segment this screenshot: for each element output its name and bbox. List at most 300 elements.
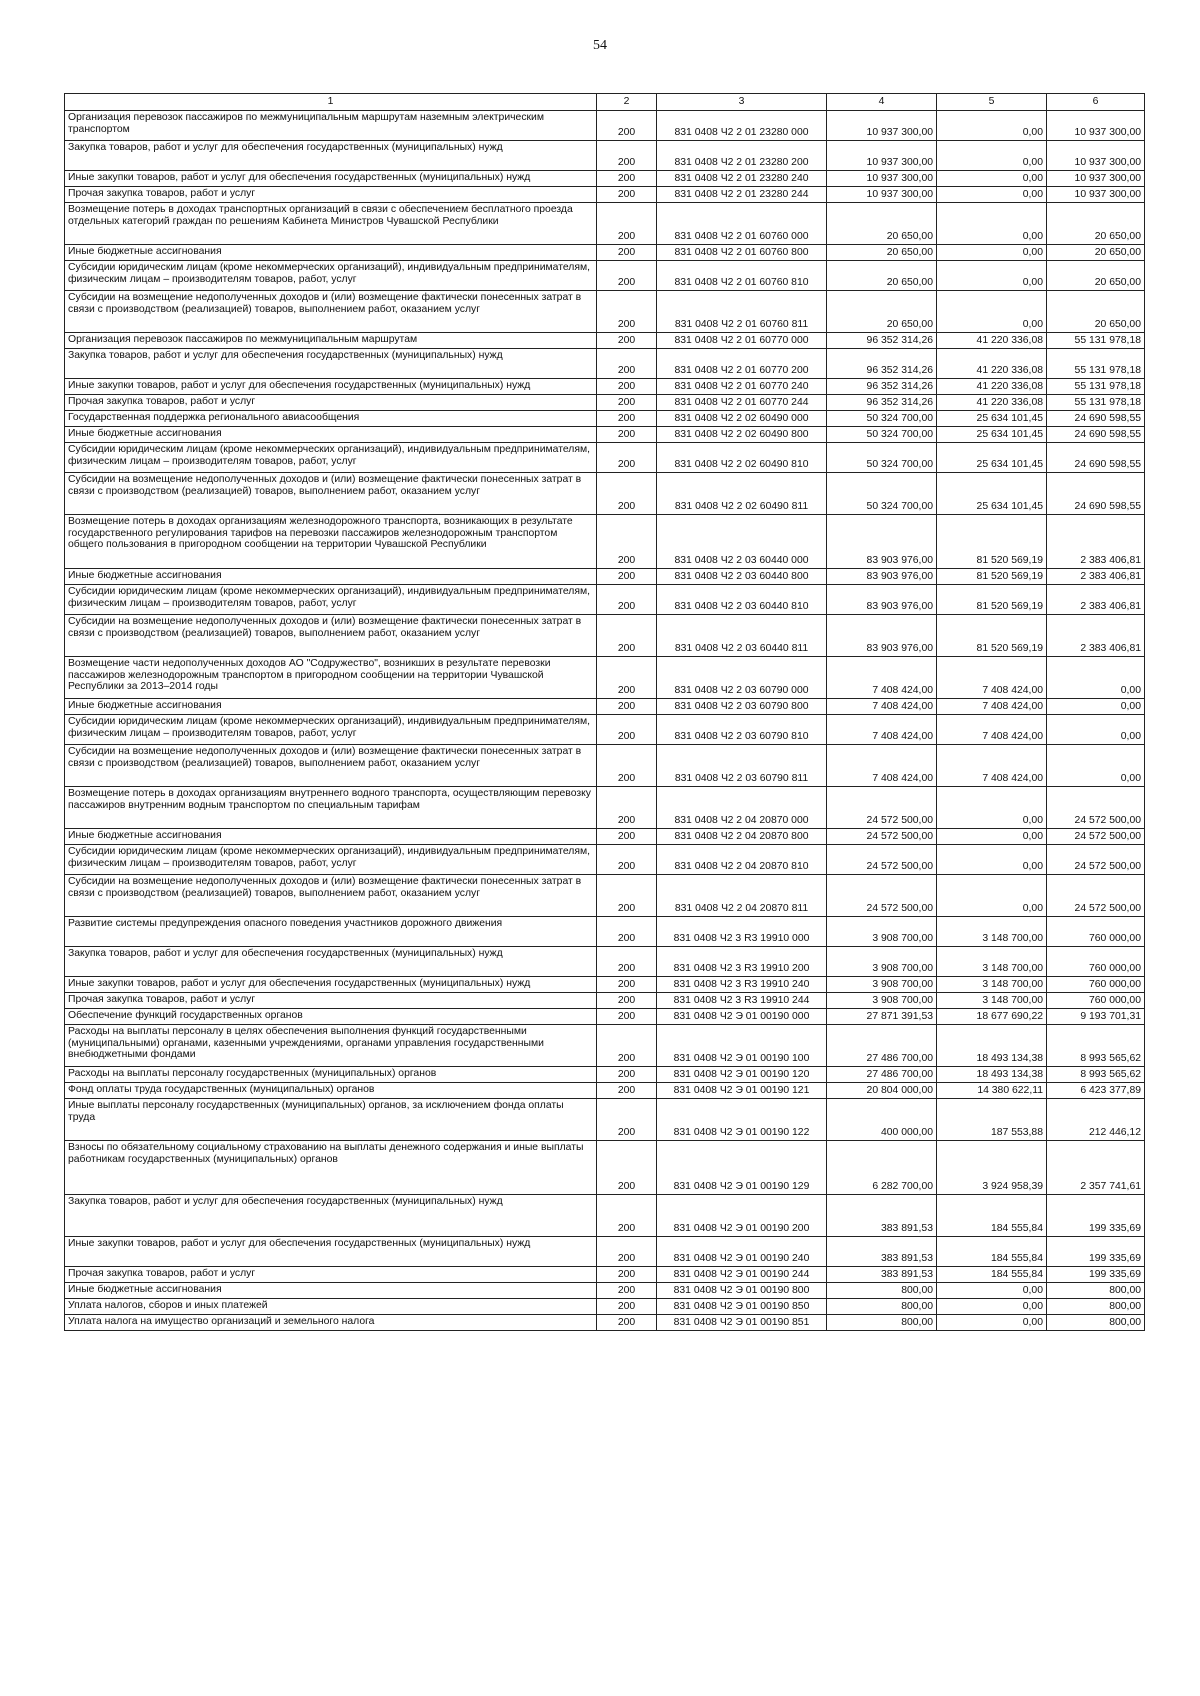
row-name-cell: Иные закупки товаров, работ и услуг для обеспечения государственных (муниципальных) нужд [65, 1237, 597, 1267]
classification-code-cell: 831 0408 Ч2 Э 01 00190 121 [657, 1083, 827, 1099]
section-code-cell: 200 [597, 111, 657, 141]
section-code-cell: 200 [597, 1315, 657, 1331]
section-code-cell: 200 [597, 515, 657, 569]
column-4-value-cell: 83 903 976,00 [827, 515, 937, 569]
section-code-cell: 200 [597, 977, 657, 993]
row-name-cell: Иные бюджетные ассигнования [65, 427, 597, 443]
column-6-value-cell: 24 690 598,55 [1047, 443, 1145, 473]
column-5-value-cell: 7 408 424,00 [937, 657, 1047, 699]
classification-code-cell: 831 0408 Ч2 2 04 20870 000 [657, 787, 827, 829]
column-6-value-cell: 24 572 500,00 [1047, 787, 1145, 829]
table-row [65, 615, 1145, 657]
section-code-cell: 200 [597, 427, 657, 443]
column-6-value-cell: 800,00 [1047, 1315, 1145, 1331]
column-4-value-cell: 83 903 976,00 [827, 615, 937, 657]
column-6-value-cell: 0,00 [1047, 699, 1145, 715]
table-row [65, 1009, 1145, 1025]
section-code-cell: 200 [597, 1009, 657, 1025]
section-code-cell: 200 [597, 1299, 657, 1315]
column-6-value-cell: 8 993 565,62 [1047, 1025, 1145, 1067]
section-code-cell: 200 [597, 1283, 657, 1299]
column-6-value-cell: 0,00 [1047, 745, 1145, 787]
column-5-value-cell: 0,00 [937, 141, 1047, 171]
column-6-value-cell: 8 993 565,62 [1047, 1067, 1145, 1083]
table-body [65, 111, 1145, 1331]
column-5-value-cell: 0,00 [937, 829, 1047, 845]
column-5-value-cell: 41 220 336,08 [937, 379, 1047, 395]
section-code-cell: 200 [597, 1083, 657, 1099]
column-4-value-cell: 96 352 314,26 [827, 349, 937, 379]
column-6-value-cell: 199 335,69 [1047, 1237, 1145, 1267]
classification-code-cell: 831 0408 Ч2 2 03 60790 810 [657, 715, 827, 745]
table-row [65, 443, 1145, 473]
row-name-cell: Закупка товаров, работ и услуг для обеспечения государственных (муниципальных) нужд [65, 947, 597, 977]
table-row [65, 473, 1145, 515]
column-4-value-cell: 83 903 976,00 [827, 585, 937, 615]
section-code-cell: 200 [597, 787, 657, 829]
row-name-cell: Взносы по обязательному социальному страхованию на выплаты денежного содержания и иные выплаты работникам государственных (муниципальных) органов [65, 1141, 597, 1195]
table-row [65, 1283, 1145, 1299]
row-name-cell: Прочая закупка товаров, работ и услуг [65, 187, 597, 203]
column-6-value-cell: 199 335,69 [1047, 1267, 1145, 1283]
classification-code-cell: 831 0408 Ч2 2 01 60760 800 [657, 245, 827, 261]
classification-code-cell: 831 0408 Ч2 2 03 60790 811 [657, 745, 827, 787]
section-code-cell: 200 [597, 349, 657, 379]
section-code-cell: 200 [597, 947, 657, 977]
column-6-value-cell: 55 131 978,18 [1047, 395, 1145, 411]
table-row [65, 515, 1145, 569]
column-4-value-cell: 800,00 [827, 1315, 937, 1331]
classification-code-cell: 831 0408 Ч2 Э 01 00190 000 [657, 1009, 827, 1025]
column-header: 4 [827, 94, 937, 111]
column-6-value-cell: 760 000,00 [1047, 977, 1145, 993]
table-row [65, 787, 1145, 829]
column-5-value-cell: 3 924 958,39 [937, 1141, 1047, 1195]
row-name-cell: Организация перевозок пассажиров по межмуниципальным маршрутам [65, 333, 597, 349]
table-row [65, 875, 1145, 917]
classification-code-cell: 831 0408 Ч2 2 01 23280 244 [657, 187, 827, 203]
classification-code-cell: 831 0408 Ч2 2 03 60790 800 [657, 699, 827, 715]
column-header: 6 [1047, 94, 1145, 111]
classification-code-cell: 831 0408 Ч2 2 03 60790 000 [657, 657, 827, 699]
column-4-value-cell: 7 408 424,00 [827, 699, 937, 715]
section-code-cell: 200 [597, 141, 657, 171]
row-name-cell: Субсидии юридическим лицам (кроме некоммерческих организаций), индивидуальным предпринимателям, физическим лицам – производителям товаров, работ, услуг [65, 261, 597, 291]
classification-code-cell: 831 0408 Ч2 2 01 60770 244 [657, 395, 827, 411]
column-5-value-cell: 25 634 101,45 [937, 411, 1047, 427]
classification-code-cell: 831 0408 Ч2 Э 01 00190 200 [657, 1195, 827, 1237]
classification-code-cell: 831 0408 Ч2 Э 01 00190 800 [657, 1283, 827, 1299]
section-code-cell: 200 [597, 187, 657, 203]
classification-code-cell: 831 0408 Ч2 2 03 60440 800 [657, 569, 827, 585]
column-4-value-cell: 383 891,53 [827, 1267, 937, 1283]
column-4-value-cell: 10 937 300,00 [827, 141, 937, 171]
column-header: 2 [597, 94, 657, 111]
classification-code-cell: 831 0408 Ч2 2 01 60760 811 [657, 291, 827, 333]
classification-code-cell: 831 0408 Ч2 Э 01 00190 850 [657, 1299, 827, 1315]
page-number: 54 [593, 38, 607, 53]
column-6-value-cell: 760 000,00 [1047, 947, 1145, 977]
column-5-value-cell: 7 408 424,00 [937, 715, 1047, 745]
column-6-value-cell: 2 383 406,81 [1047, 615, 1145, 657]
column-4-value-cell: 96 352 314,26 [827, 379, 937, 395]
column-header: 1 [65, 94, 597, 111]
column-5-value-cell: 81 520 569,19 [937, 569, 1047, 585]
table-row [65, 379, 1145, 395]
table-row [65, 171, 1145, 187]
table-row [65, 1083, 1145, 1099]
column-6-value-cell: 6 423 377,89 [1047, 1083, 1145, 1099]
column-6-value-cell: 212 446,12 [1047, 1099, 1145, 1141]
row-name-cell: Фонд оплаты труда государственных (муниципальных) органов [65, 1083, 597, 1099]
row-name-cell: Иные закупки товаров, работ и услуг для обеспечения государственных (муниципальных) нужд [65, 977, 597, 993]
table-row [65, 245, 1145, 261]
column-5-value-cell: 0,00 [937, 245, 1047, 261]
table-row [65, 141, 1145, 171]
column-5-value-cell: 25 634 101,45 [937, 427, 1047, 443]
column-4-value-cell: 20 650,00 [827, 261, 937, 291]
row-name-cell: Прочая закупка товаров, работ и услуг [65, 993, 597, 1009]
column-5-value-cell: 0,00 [937, 845, 1047, 875]
column-4-value-cell: 3 908 700,00 [827, 993, 937, 1009]
column-6-value-cell: 0,00 [1047, 657, 1145, 699]
column-5-value-cell: 0,00 [937, 1315, 1047, 1331]
table-row [65, 1141, 1145, 1195]
table-row [65, 1025, 1145, 1067]
column-4-value-cell: 400 000,00 [827, 1099, 937, 1141]
row-name-cell: Закупка товаров, работ и услуг для обеспечения государственных (муниципальных) нужд [65, 1195, 597, 1237]
classification-code-cell: 831 0408 Ч2 Э 01 00190 240 [657, 1237, 827, 1267]
column-6-value-cell: 24 572 500,00 [1047, 829, 1145, 845]
column-5-value-cell: 18 493 134,38 [937, 1025, 1047, 1067]
section-code-cell: 200 [597, 1237, 657, 1267]
section-code-cell: 200 [597, 585, 657, 615]
column-5-value-cell: 0,00 [937, 1299, 1047, 1315]
table-row [65, 1067, 1145, 1083]
classification-code-cell: 831 0408 Ч2 2 03 60440 810 [657, 585, 827, 615]
section-code-cell: 200 [597, 657, 657, 699]
row-name-cell: Иные закупки товаров, работ и услуг для обеспечения государственных (муниципальных) нужд [65, 171, 597, 187]
table-row [65, 1299, 1145, 1315]
section-code-cell: 200 [597, 1099, 657, 1141]
classification-code-cell: 831 0408 Ч2 Э 01 00190 100 [657, 1025, 827, 1067]
column-4-value-cell: 7 408 424,00 [827, 715, 937, 745]
row-name-cell: Возмещение части недополученных доходов АО "Содружество", возникших в результате перевозки пассажиров железнодорожным транспортом в пригородном сообщении на территории Чувашской Республики за 2013–2014 годы [65, 657, 597, 699]
classification-code-cell: 831 0408 Ч2 2 02 60490 800 [657, 427, 827, 443]
row-name-cell: Иные бюджетные ассигнования [65, 1283, 597, 1299]
row-name-cell: Обеспечение функций государственных органов [65, 1009, 597, 1025]
row-name-cell: Иные закупки товаров, работ и услуг для обеспечения государственных (муниципальных) нужд [65, 379, 597, 395]
section-code-cell: 200 [597, 745, 657, 787]
classification-code-cell: 831 0408 Ч2 2 04 20870 811 [657, 875, 827, 917]
classification-code-cell: 831 0408 Ч2 3 R3 19910 244 [657, 993, 827, 1009]
column-5-value-cell: 3 148 700,00 [937, 977, 1047, 993]
classification-code-cell: 831 0408 Ч2 2 02 60490 811 [657, 473, 827, 515]
row-name-cell: Возмещение потерь в доходах организациям внутреннего водного транспорта, осуществляющим перевозку пассажиров внутренним водным транспортом по специальным тарифам [65, 787, 597, 829]
table-row [65, 829, 1145, 845]
table-row [65, 333, 1145, 349]
column-5-value-cell: 41 220 336,08 [937, 395, 1047, 411]
row-name-cell: Расходы на выплаты персоналу государственных (муниципальных) органов [65, 1067, 597, 1083]
table-row [65, 585, 1145, 615]
column-4-value-cell: 50 324 700,00 [827, 443, 937, 473]
classification-code-cell: 831 0408 Ч2 2 02 60490 810 [657, 443, 827, 473]
column-4-value-cell: 24 572 500,00 [827, 845, 937, 875]
section-code-cell: 200 [597, 261, 657, 291]
section-code-cell: 200 [597, 993, 657, 1009]
section-code-cell: 200 [597, 291, 657, 333]
column-4-value-cell: 10 937 300,00 [827, 187, 937, 203]
column-6-value-cell: 2 383 406,81 [1047, 585, 1145, 615]
column-6-value-cell: 0,00 [1047, 715, 1145, 745]
section-code-cell: 200 [597, 1067, 657, 1083]
section-code-cell: 200 [597, 845, 657, 875]
column-6-value-cell: 10 937 300,00 [1047, 111, 1145, 141]
section-code-cell: 200 [597, 473, 657, 515]
column-5-value-cell: 25 634 101,45 [937, 443, 1047, 473]
column-4-value-cell: 27 486 700,00 [827, 1067, 937, 1083]
table-row [65, 845, 1145, 875]
row-name-cell: Субсидии на возмещение недополученных доходов и (или) возмещение фактически понесенных затрат в связи с производством (реализацией) товаров, выполнением работ, оказанием услуг [65, 291, 597, 333]
table-row [65, 1195, 1145, 1237]
column-6-value-cell: 10 937 300,00 [1047, 187, 1145, 203]
column-5-value-cell: 3 148 700,00 [937, 917, 1047, 947]
column-4-value-cell: 83 903 976,00 [827, 569, 937, 585]
column-4-value-cell: 20 650,00 [827, 203, 937, 245]
table-row [65, 1315, 1145, 1331]
column-header: 3 [657, 94, 827, 111]
row-name-cell: Возмещение потерь в доходах организациям железнодорожного транспорта, возникающих в результате государственного регулирования тарифов на перевозки пассажиров железнодорожным транспортом общего пользования в пригородном сообщении на территории Чувашской Республики [65, 515, 597, 569]
section-code-cell: 200 [597, 569, 657, 585]
column-5-value-cell: 0,00 [937, 111, 1047, 141]
column-5-value-cell: 81 520 569,19 [937, 585, 1047, 615]
column-6-value-cell: 20 650,00 [1047, 261, 1145, 291]
column-4-value-cell: 96 352 314,26 [827, 333, 937, 349]
row-name-cell: Субсидии на возмещение недополученных доходов и (или) возмещение фактически понесенных затрат в связи с производством (реализацией) товаров, выполнением работ, оказанием услуг [65, 745, 597, 787]
table-row [65, 917, 1145, 947]
column-4-value-cell: 800,00 [827, 1283, 937, 1299]
table-row [65, 261, 1145, 291]
column-6-value-cell: 199 335,69 [1047, 1195, 1145, 1237]
classification-code-cell: 831 0408 Ч2 Э 01 00190 129 [657, 1141, 827, 1195]
column-4-value-cell: 96 352 314,26 [827, 395, 937, 411]
column-5-value-cell: 41 220 336,08 [937, 333, 1047, 349]
column-4-value-cell: 7 408 424,00 [827, 657, 937, 699]
column-6-value-cell: 24 572 500,00 [1047, 845, 1145, 875]
column-5-value-cell: 14 380 622,11 [937, 1083, 1047, 1099]
table-row [65, 187, 1145, 203]
classification-code-cell: 831 0408 Ч2 2 01 60770 000 [657, 333, 827, 349]
column-5-value-cell: 184 555,84 [937, 1195, 1047, 1237]
row-name-cell: Иные бюджетные ассигнования [65, 245, 597, 261]
row-name-cell: Возмещение потерь в доходах транспортных организаций в связи с обеспечением бесплатного проезда отдельных категорий граждан по решениям Кабинета Министров Чувашской Республики [65, 203, 597, 245]
row-name-cell: Прочая закупка товаров, работ и услуг [65, 1267, 597, 1283]
section-code-cell: 200 [597, 1267, 657, 1283]
column-5-value-cell: 18 493 134,38 [937, 1067, 1047, 1083]
section-code-cell: 200 [597, 1195, 657, 1237]
column-5-value-cell: 81 520 569,19 [937, 515, 1047, 569]
section-code-cell: 200 [597, 443, 657, 473]
classification-code-cell: 831 0408 Ч2 2 01 60760 810 [657, 261, 827, 291]
section-code-cell: 200 [597, 875, 657, 917]
table-row [65, 745, 1145, 787]
classification-code-cell: 831 0408 Ч2 2 03 60440 000 [657, 515, 827, 569]
column-5-value-cell: 0,00 [937, 187, 1047, 203]
table-row [65, 1099, 1145, 1141]
row-name-cell: Субсидии на возмещение недополученных доходов и (или) возмещение фактически понесенных затрат в связи с производством (реализацией) товаров, выполнением работ, оказанием услуг [65, 473, 597, 515]
column-5-value-cell: 81 520 569,19 [937, 615, 1047, 657]
section-code-cell: 200 [597, 917, 657, 947]
table-row [65, 111, 1145, 141]
header-row [65, 94, 1145, 111]
section-code-cell: 200 [597, 379, 657, 395]
row-name-cell: Уплата налогов, сборов и иных платежей [65, 1299, 597, 1315]
column-5-value-cell: 25 634 101,45 [937, 473, 1047, 515]
section-code-cell: 200 [597, 333, 657, 349]
classification-code-cell: 831 0408 Ч2 2 03 60440 811 [657, 615, 827, 657]
classification-code-cell: 831 0408 Ч2 3 R3 19910 200 [657, 947, 827, 977]
row-name-cell: Субсидии юридическим лицам (кроме некоммерческих организаций), индивидуальным предпринимателям, физическим лицам – производителям товаров, работ, услуг [65, 585, 597, 615]
column-6-value-cell: 24 690 598,55 [1047, 427, 1145, 443]
classification-code-cell: 831 0408 Ч2 3 R3 19910 000 [657, 917, 827, 947]
section-code-cell: 200 [597, 1141, 657, 1195]
column-5-value-cell: 0,00 [937, 787, 1047, 829]
table-row [65, 715, 1145, 745]
table-row [65, 699, 1145, 715]
column-4-value-cell: 20 650,00 [827, 245, 937, 261]
column-5-value-cell: 0,00 [937, 291, 1047, 333]
table-row [65, 291, 1145, 333]
table-row [65, 427, 1145, 443]
table-row [65, 203, 1145, 245]
classification-code-cell: 831 0408 Ч2 2 01 23280 240 [657, 171, 827, 187]
column-4-value-cell: 20 650,00 [827, 291, 937, 333]
column-4-value-cell: 383 891,53 [827, 1237, 937, 1267]
row-name-cell: Иные бюджетные ассигнования [65, 829, 597, 845]
column-5-value-cell: 0,00 [937, 1283, 1047, 1299]
column-4-value-cell: 10 937 300,00 [827, 111, 937, 141]
column-6-value-cell: 24 572 500,00 [1047, 875, 1145, 917]
section-code-cell: 200 [597, 411, 657, 427]
column-4-value-cell: 24 572 500,00 [827, 829, 937, 845]
column-6-value-cell: 10 937 300,00 [1047, 141, 1145, 171]
column-header: 5 [937, 94, 1047, 111]
table-row [65, 349, 1145, 379]
table-row [65, 569, 1145, 585]
classification-code-cell: 831 0408 Ч2 Э 01 00190 122 [657, 1099, 827, 1141]
classification-code-cell: 831 0408 Ч2 2 01 60760 000 [657, 203, 827, 245]
column-6-value-cell: 20 650,00 [1047, 203, 1145, 245]
column-6-value-cell: 760 000,00 [1047, 993, 1145, 1009]
column-5-value-cell: 7 408 424,00 [937, 745, 1047, 787]
section-code-cell: 200 [597, 615, 657, 657]
column-5-value-cell: 0,00 [937, 875, 1047, 917]
classification-code-cell: 831 0408 Ч2 2 01 60770 240 [657, 379, 827, 395]
column-4-value-cell: 383 891,53 [827, 1195, 937, 1237]
column-5-value-cell: 187 553,88 [937, 1099, 1047, 1141]
classification-code-cell: 831 0408 Ч2 2 01 60770 200 [657, 349, 827, 379]
column-6-value-cell: 2 383 406,81 [1047, 515, 1145, 569]
row-name-cell: Уплата налога на имущество организаций и земельного налога [65, 1315, 597, 1331]
column-6-value-cell: 10 937 300,00 [1047, 171, 1145, 187]
table-row [65, 947, 1145, 977]
column-6-value-cell: 800,00 [1047, 1283, 1145, 1299]
table-row [65, 1267, 1145, 1283]
classification-code-cell: 831 0408 Ч2 2 04 20870 800 [657, 829, 827, 845]
row-name-cell: Государственная поддержка регионального авиасообщения [65, 411, 597, 427]
section-code-cell: 200 [597, 829, 657, 845]
column-5-value-cell: 41 220 336,08 [937, 349, 1047, 379]
column-6-value-cell: 9 193 701,31 [1047, 1009, 1145, 1025]
column-4-value-cell: 27 486 700,00 [827, 1025, 937, 1067]
classification-code-cell: 831 0408 Ч2 Э 01 00190 851 [657, 1315, 827, 1331]
column-4-value-cell: 3 908 700,00 [827, 947, 937, 977]
classification-code-cell: 831 0408 Ч2 2 02 60490 000 [657, 411, 827, 427]
column-4-value-cell: 50 324 700,00 [827, 427, 937, 443]
column-5-value-cell: 184 555,84 [937, 1267, 1047, 1283]
column-5-value-cell: 0,00 [937, 203, 1047, 245]
column-4-value-cell: 800,00 [827, 1299, 937, 1315]
section-code-cell: 200 [597, 245, 657, 261]
column-5-value-cell: 184 555,84 [937, 1237, 1047, 1267]
row-name-cell: Развитие системы предупреждения опасного поведения участников дорожного движения [65, 917, 597, 947]
column-5-value-cell: 18 677 690,22 [937, 1009, 1047, 1025]
column-6-value-cell: 55 131 978,18 [1047, 349, 1145, 379]
row-name-cell: Закупка товаров, работ и услуг для обеспечения государственных (муниципальных) нужд [65, 349, 597, 379]
row-name-cell: Закупка товаров, работ и услуг для обеспечения государственных (муниципальных) нужд [65, 141, 597, 171]
row-name-cell: Субсидии юридическим лицам (кроме некоммерческих организаций), индивидуальным предпринимателям, физическим лицам – производителям товаров, работ, услуг [65, 845, 597, 875]
column-4-value-cell: 7 408 424,00 [827, 745, 937, 787]
column-5-value-cell: 0,00 [937, 261, 1047, 291]
table-row [65, 977, 1145, 993]
column-5-value-cell: 7 408 424,00 [937, 699, 1047, 715]
row-name-cell: Субсидии юридическим лицам (кроме некоммерческих организаций), индивидуальным предпринимателям, физическим лицам – производителям товаров, работ, услуг [65, 443, 597, 473]
section-code-cell: 200 [597, 203, 657, 245]
column-4-value-cell: 27 871 391,53 [827, 1009, 937, 1025]
classification-code-cell: 831 0408 Ч2 Э 01 00190 244 [657, 1267, 827, 1283]
column-6-value-cell: 2 357 741,61 [1047, 1141, 1145, 1195]
table-row [65, 395, 1145, 411]
budget-table [64, 93, 1145, 1331]
row-name-cell: Иные выплаты персоналу государственных (муниципальных) органов, за исключением фонда оплаты труда [65, 1099, 597, 1141]
column-4-value-cell: 50 324 700,00 [827, 473, 937, 515]
table-row [65, 993, 1145, 1009]
row-name-cell: Организация перевозок пассажиров по межмуниципальным маршрутам наземным электрическим транспортом [65, 111, 597, 141]
column-5-value-cell: 0,00 [937, 171, 1047, 187]
column-6-value-cell: 760 000,00 [1047, 917, 1145, 947]
column-4-value-cell: 3 908 700,00 [827, 917, 937, 947]
classification-code-cell: 831 0408 Ч2 2 01 23280 000 [657, 111, 827, 141]
row-name-cell: Иные бюджетные ассигнования [65, 699, 597, 715]
table-row [65, 1237, 1145, 1267]
section-code-cell: 200 [597, 715, 657, 745]
column-6-value-cell: 55 131 978,18 [1047, 379, 1145, 395]
column-6-value-cell: 20 650,00 [1047, 291, 1145, 333]
column-4-value-cell: 3 908 700,00 [827, 977, 937, 993]
row-name-cell: Субсидии на возмещение недополученных доходов и (или) возмещение фактически понесенных затрат в связи с производством (реализацией) товаров, выполнением работ, оказанием услуг [65, 615, 597, 657]
classification-code-cell: 831 0408 Ч2 3 R3 19910 240 [657, 977, 827, 993]
classification-code-cell: 831 0408 Ч2 2 04 20870 810 [657, 845, 827, 875]
column-4-value-cell: 6 282 700,00 [827, 1141, 937, 1195]
column-6-value-cell: 800,00 [1047, 1299, 1145, 1315]
section-code-cell: 200 [597, 395, 657, 411]
column-5-value-cell: 3 148 700,00 [937, 993, 1047, 1009]
section-code-cell: 200 [597, 1025, 657, 1067]
section-code-cell: 200 [597, 699, 657, 715]
row-name-cell: Расходы на выплаты персоналу в целях обеспечения выполнения функций государственными (муниципальными) органами, казенными учреждениями, органами управления государственными внебюджетными фондами [65, 1025, 597, 1067]
row-name-cell: Субсидии юридическим лицам (кроме некоммерческих организаций), индивидуальным предпринимателям, физическим лицам – производителям товаров, работ, услуг [65, 715, 597, 745]
column-4-value-cell: 24 572 500,00 [827, 875, 937, 917]
